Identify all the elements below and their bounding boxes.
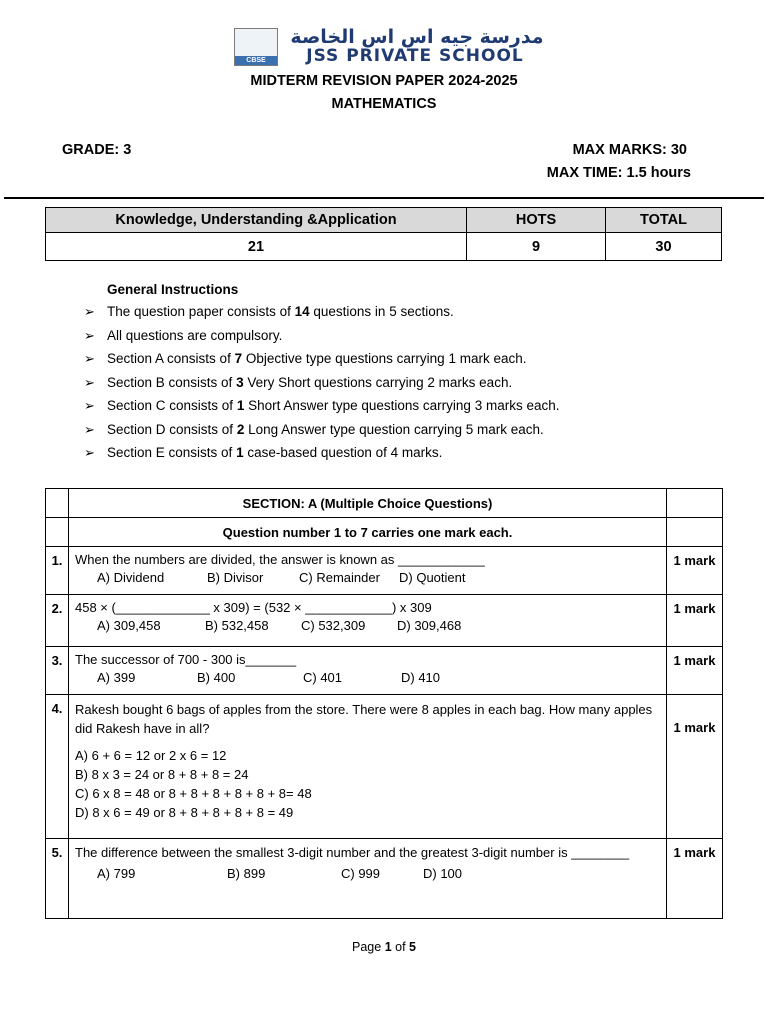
value-total: 30 <box>606 233 722 261</box>
option-a: A) Dividend <box>97 570 165 585</box>
instructions-list <box>84 303 559 468</box>
value-kua: 21 <box>46 233 467 261</box>
header-kua: Knowledge, Understanding &Application <box>46 208 467 233</box>
question-row <box>46 595 723 647</box>
option-c: C) 532,309 <box>301 618 366 633</box>
instructions-heading: General Instructions <box>107 282 239 297</box>
school-name-arabic: مدرسة جيه اس اس الخاصة <box>290 26 544 48</box>
question-number: 1. <box>46 547 69 595</box>
option-b: B) 8 x 3 = 24 or 8 + 8 + 8 = 24 <box>75 767 249 782</box>
question-text: The difference between the smallest 3-digit number and the greatest 3-digit number is ________ <box>75 845 630 860</box>
school-logo <box>234 28 278 66</box>
blank-cell <box>46 518 69 547</box>
instruction-item: ➢ Section C consists of 1 Short Answer type questions carrying 3 marks each. <box>84 398 560 413</box>
marks-distribution-table <box>45 207 722 261</box>
arrow-bullet-icon: ➢ <box>84 327 95 343</box>
option-c: C) 401 <box>303 670 343 685</box>
header-total: TOTAL <box>606 208 722 233</box>
question-number: 4. <box>46 695 69 839</box>
arrow-bullet-icon: ➢ <box>84 304 95 319</box>
school-name: JSS PRIVATE SCHOOL <box>306 46 524 66</box>
question-number: 2. <box>46 595 69 647</box>
option-b: B) Divisor <box>207 570 264 585</box>
instruction-item: ➢ Section D consists of 2 Long Answer type question carrying 5 mark each. <box>84 421 544 437</box>
options <box>75 570 661 585</box>
question-mark: 1 mark <box>667 839 723 919</box>
question-row <box>46 695 723 839</box>
options <box>75 865 661 883</box>
question-text: When the numbers are divided, the answer is known as ____________ <box>75 552 485 567</box>
question-text: The successor of 700 - 300 is_______ <box>75 652 297 667</box>
options <box>75 618 661 633</box>
question-mark: 1 mark <box>667 547 723 595</box>
section-note: Question number 1 to 7 carries one mark each. <box>69 518 667 547</box>
max-time-label: MAX TIME: 1.5 hours <box>546 165 691 181</box>
question-number: 5. <box>46 839 69 919</box>
header-divider <box>4 197 764 199</box>
arrow-bullet-icon: ➢ <box>84 398 95 413</box>
blank-cell <box>46 489 69 518</box>
arrow-bullet-icon: ➢ <box>84 351 95 366</box>
subject-title: MATHEMATICS <box>331 96 437 112</box>
section-a-table <box>45 488 723 919</box>
question-text: 458 × (_____________ x 309) = (532 × ____________) x 309 <box>75 600 432 615</box>
question-mark: 1 mark <box>667 595 723 647</box>
options <box>75 746 661 822</box>
question-number: 3. <box>46 647 69 695</box>
question-row <box>46 839 723 919</box>
option-a: A) 399 <box>97 670 136 685</box>
option-d: D) 8 x 6 = 49 or 8 + 8 + 8 + 8 + 8 = 49 <box>75 805 294 820</box>
options <box>75 670 661 685</box>
instruction-item: ➢ All questions are compulsory. <box>84 327 283 343</box>
instruction-item: ➢ Section B consists of 3 Very Short questions carrying 2 marks each. <box>84 374 513 390</box>
option-b: B) 899 <box>227 866 266 881</box>
option-c: C) 6 x 8 = 48 or 8 + 8 + 8 + 8 + 8 + 8= 48 <box>75 786 312 801</box>
blank-cell <box>667 489 723 518</box>
option-d: D) 100 <box>423 866 463 881</box>
question-row <box>46 647 723 695</box>
option-b: B) 400 <box>197 670 236 685</box>
grade-label: GRADE: 3 <box>62 142 132 158</box>
instruction-item: ➢ The question paper consists of 14 questions in 5 sections. <box>84 304 454 319</box>
option-b: B) 532,458 <box>205 618 269 633</box>
paper-title: MIDTERM REVISION PAPER 2024-2025 <box>250 73 518 89</box>
max-marks-label: MAX MARKS: 30 <box>572 142 687 158</box>
option-a: A) 309,458 <box>97 618 161 633</box>
option-c: C) Remainder <box>299 570 380 585</box>
arrow-bullet-icon: ➢ <box>84 421 95 437</box>
option-d: D) 410 <box>401 670 441 685</box>
instruction-item: ➢ Section E consists of 1 case-based question of 4 marks. <box>84 445 443 460</box>
question-text: Rakesh bought 6 bags of apples from the store. There were 8 apples in each bag. How many apples did Rakesh have in all? <box>75 702 653 736</box>
option-a: A) 6 + 6 = 12 or 2 x 6 = 12 <box>75 748 227 763</box>
header-hots: HOTS <box>467 208 606 233</box>
option-d: D) Quotient <box>399 570 466 585</box>
section-title: SECTION: A (Multiple Choice Questions) <box>69 489 667 518</box>
option-c: C) 999 <box>341 866 381 881</box>
logo-badge: CBSE <box>235 56 277 65</box>
option-a: A) 799 <box>97 866 136 881</box>
blank-cell <box>667 518 723 547</box>
question-row <box>46 547 723 595</box>
arrow-bullet-icon: ➢ <box>84 374 95 390</box>
instruction-item: ➢ Section A consists of 7 Objective type questions carrying 1 mark each. <box>84 351 527 366</box>
question-mark: 1 mark <box>667 695 723 839</box>
question-mark: 1 mark <box>667 647 723 695</box>
value-hots: 9 <box>467 233 606 261</box>
option-d: D) 309,468 <box>397 618 462 633</box>
page-number: Page 1 of 5 <box>352 940 416 954</box>
arrow-bullet-icon: ➢ <box>84 445 95 460</box>
